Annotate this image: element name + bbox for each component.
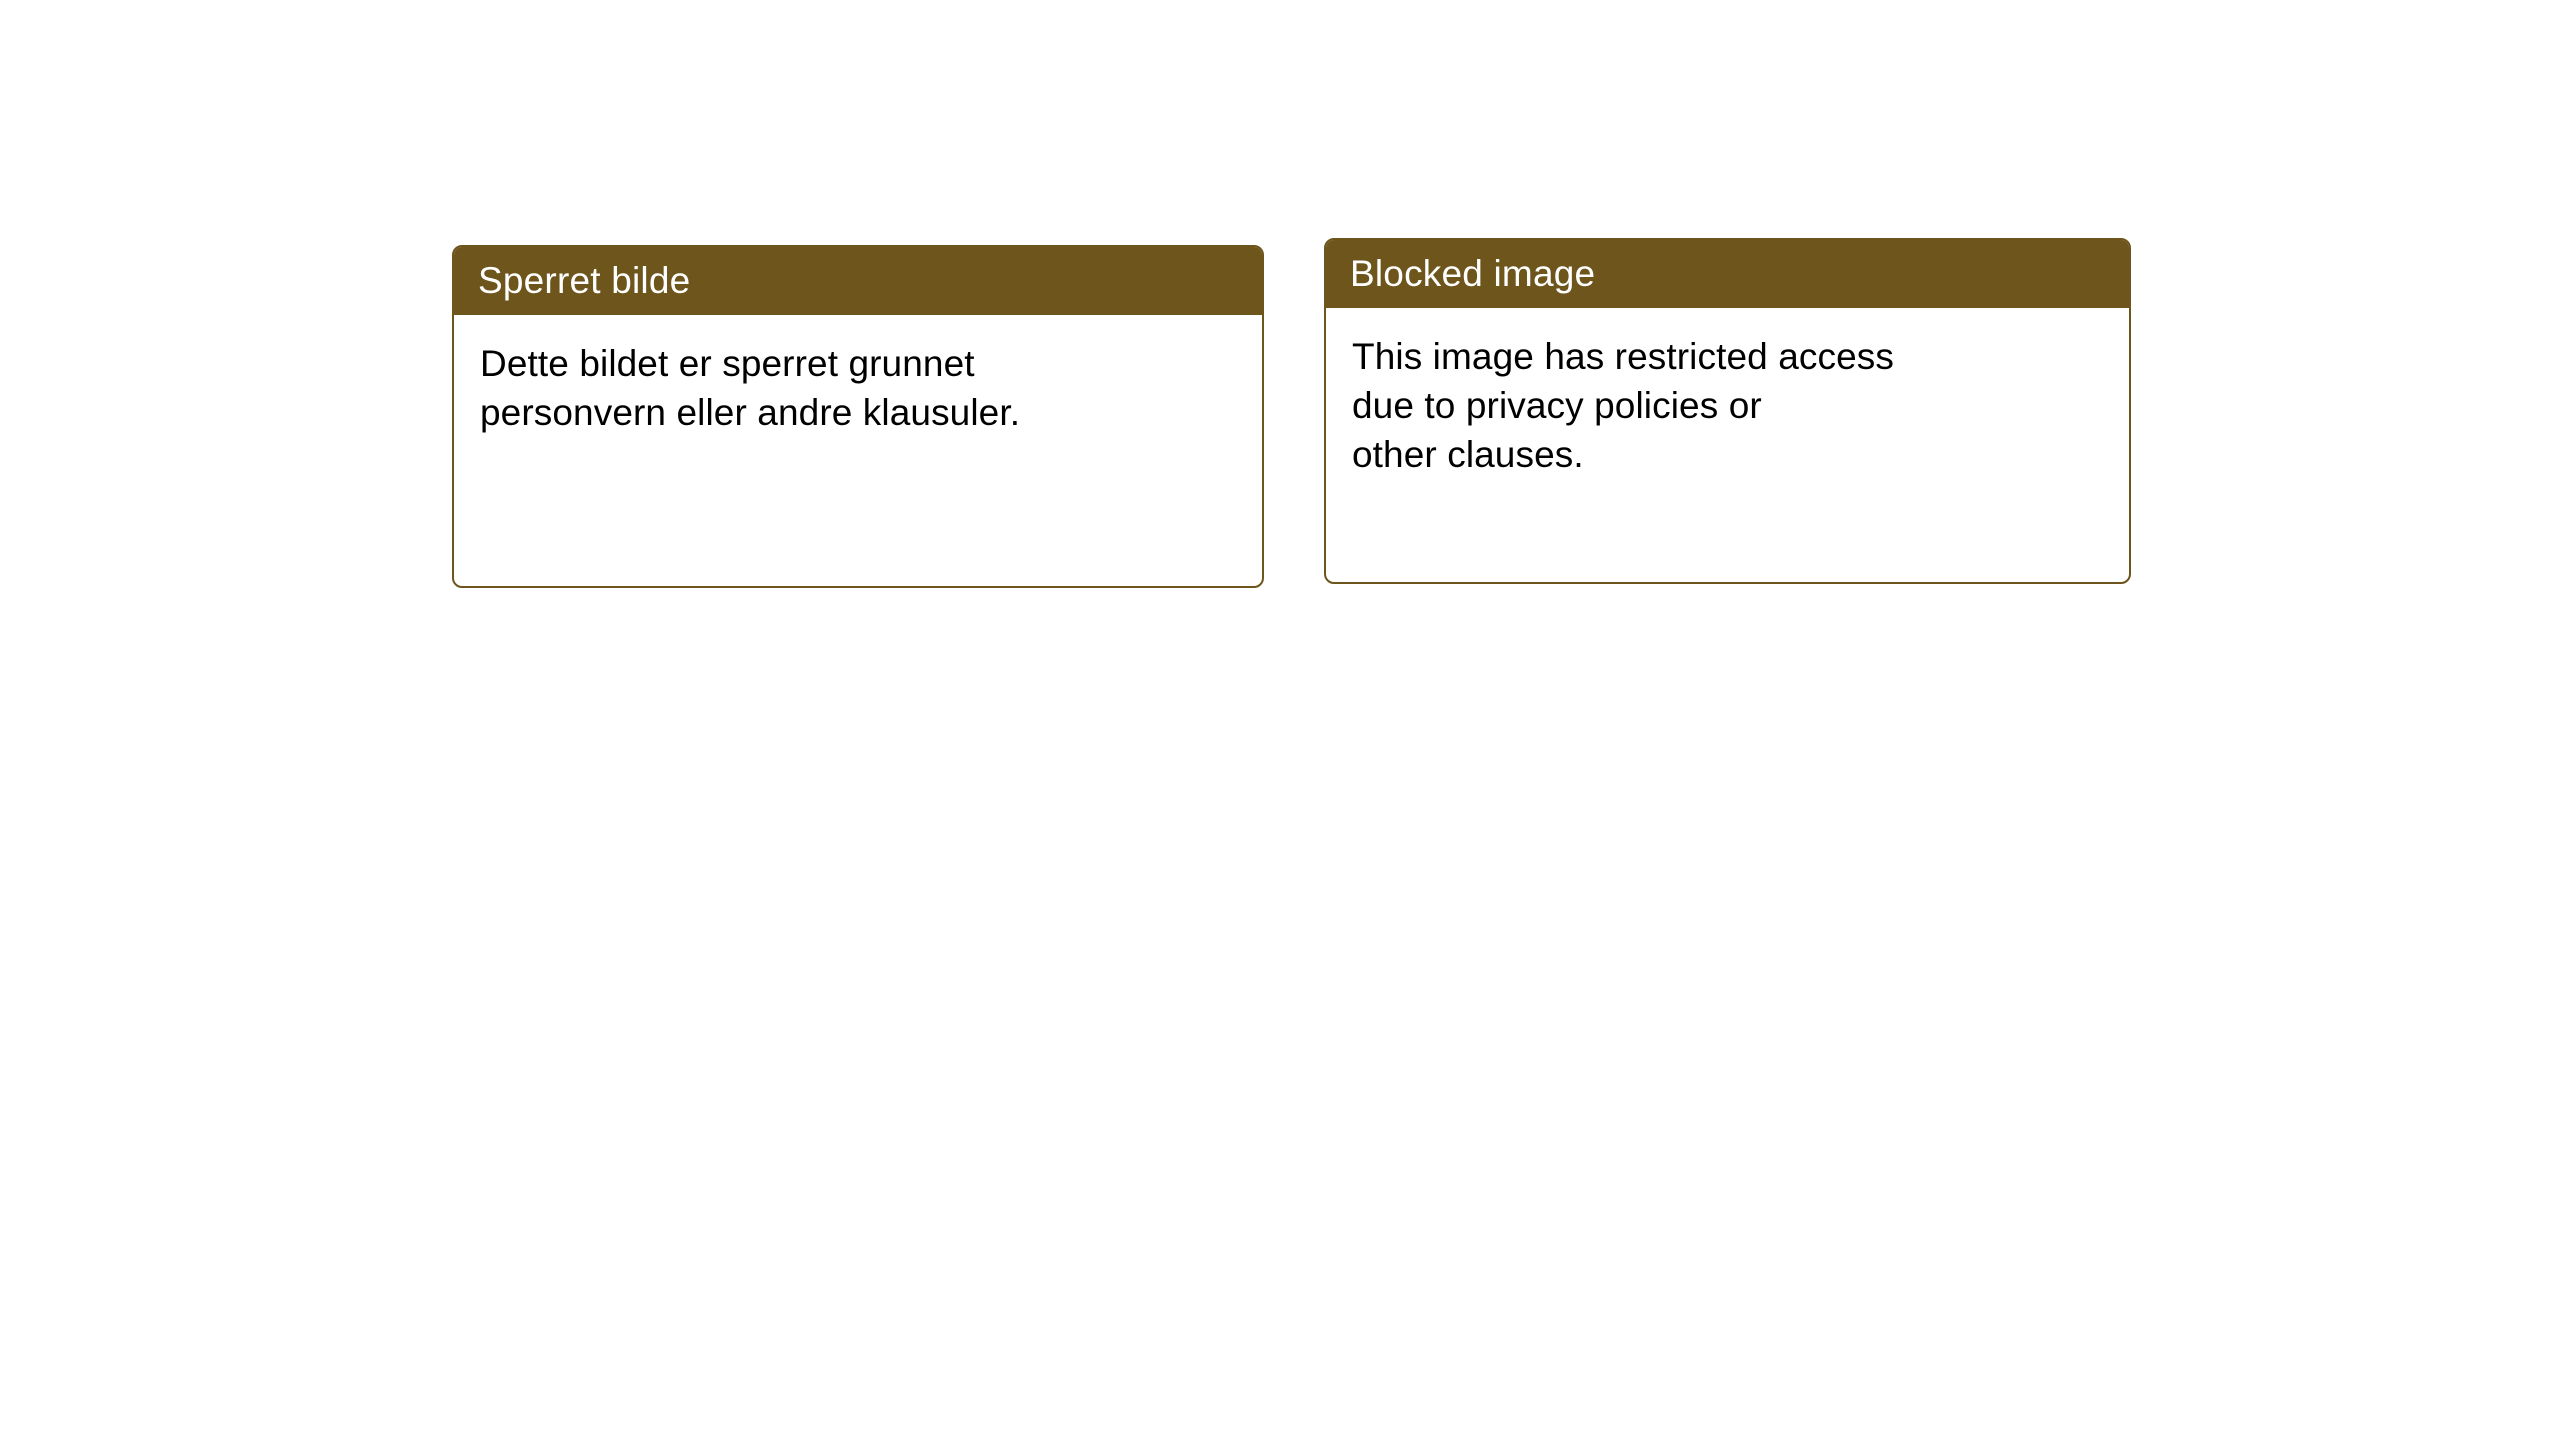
notice-body-english [1326,308,2129,479]
notice-body-norwegian [454,315,1262,438]
blocked-image-notice-norwegian [452,245,1264,588]
blocked-image-notice-english [1324,238,2131,584]
notice-title-english: Blocked image [1326,240,2129,308]
notice-body-line: This image has restricted access [1352,336,1894,377]
notice-body-line: other clauses. [1352,433,1584,475]
notice-body-line: due to privacy policies or [1352,384,1762,426]
notice-title-norwegian: Sperret bilde [454,247,1262,315]
notice-body-line: personvern eller andre klausuler. [480,391,1021,433]
notice-body-line: Dette bildet er sperret grunnet [480,343,975,384]
